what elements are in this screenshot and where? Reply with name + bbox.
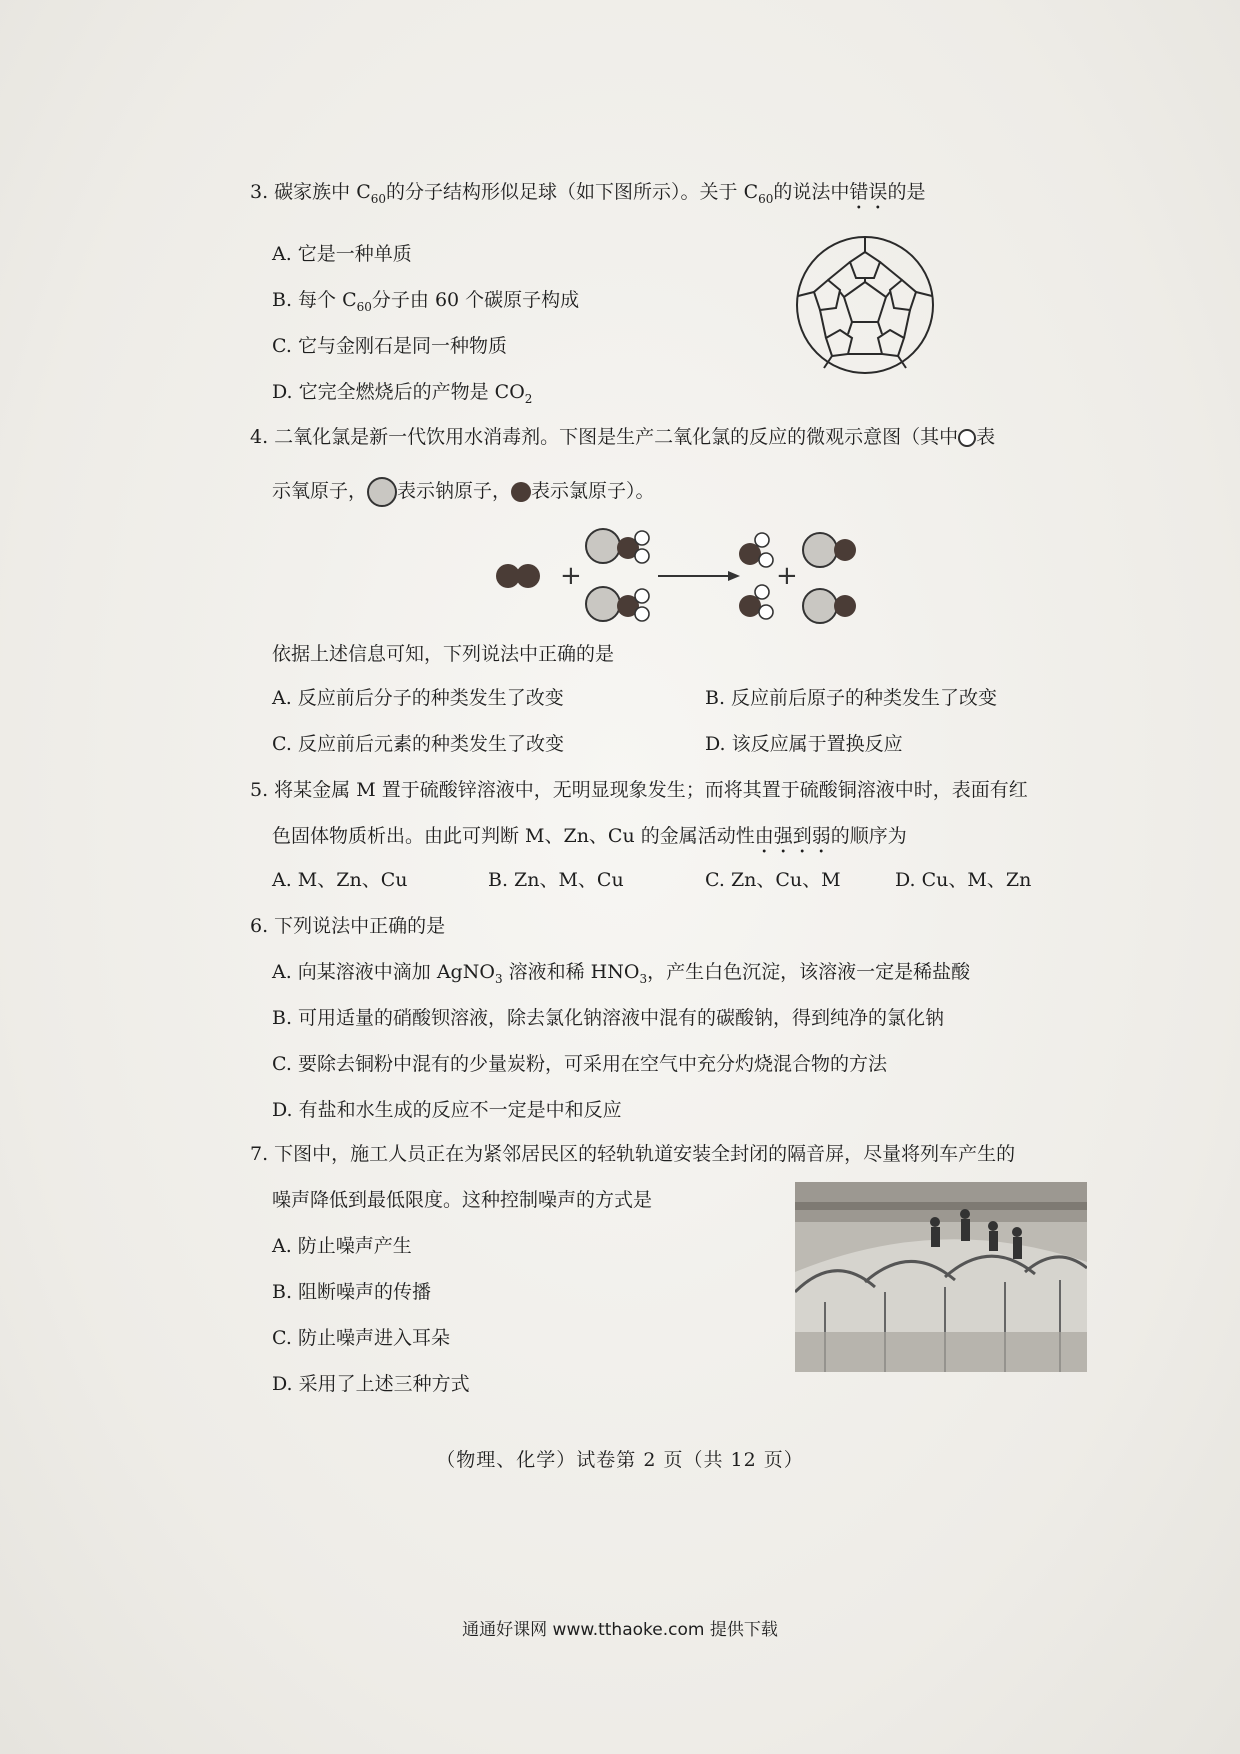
q4-stem-line1: 4. 二氧化氯是新一代饮用水消毒剂。下图是生产二氧化氯的反应的微观示意图（其中 表 — [250, 426, 996, 448]
q5-stem-line1: 5. 将某金属 M 置于硫酸锌溶液中，无明显现象发生；而将其置于硫酸铜溶液中时，表面有红 — [250, 779, 1028, 801]
q6-option-c: C. 要除去铜粉中混有的少量炭粉，可采用在空气中充分灼烧混合物的方法 — [272, 1053, 887, 1075]
q5-option-d: D. Cu、M、Zn — [895, 869, 1032, 891]
q7-option-d: D. 采用了上述三种方式 — [272, 1373, 470, 1395]
noise-barrier-photo — [795, 1182, 1087, 1372]
q3-option-b: B. 每个 $C_{60}$分子由 60 个碳原子构成 — [272, 289, 580, 314]
q4-option-c: C. 反应前后元素的种类发生了改变 — [272, 733, 564, 755]
q6-option-d: D. 有盐和水生成的反应不一定是中和反应 — [272, 1099, 622, 1121]
q4-option-b: B. 反应前后原子的种类发生了改变 — [705, 687, 998, 709]
q5-option-c: C. Zn、Cu、M — [705, 869, 841, 891]
page-footer: （物理、化学）试卷第 2 页（共 12 页） — [436, 1449, 804, 1471]
q3-option-a: A. 它是一种单质 — [272, 243, 412, 265]
q4-question: 依据上述信息可知，下列说法中正确的是 — [272, 643, 615, 665]
q5-stem-line2: 色固体物质析出。由此可判断 M、Zn、Cu 的金属活动性由强到弱的顺序为 — [272, 825, 907, 847]
q7-option-a: A. 防止噪声产生 — [272, 1235, 412, 1257]
q3-stem: 3. 碳家族中 $C_{60}$的分子结构形似足球（如下图所示）。关于 $C_{60}$的说法中错误的是 — [250, 181, 926, 206]
oxygen-atom-icon — [958, 429, 976, 447]
q4-option-a: A. 反应前后分子的种类发生了改变 — [272, 687, 564, 709]
q3-option-c: C. 它与金刚石是同一种物质 — [272, 335, 507, 357]
q5-option-a: A. M、Zn、Cu — [272, 869, 408, 891]
q6-option-a: A. 向某溶液中滴加 AgNO$_3$ 溶液和稀 $HNO_3$，产生白色沉淀，该溶液一定是稀盐酸 — [272, 961, 971, 986]
q4-option-d: D. 该反应属于置换反应 — [705, 733, 903, 755]
svg-text:+: + — [560, 561, 582, 591]
reaction-micro-diagram — [490, 520, 870, 630]
q7-option-c: C. 防止噪声进入耳朵 — [272, 1327, 450, 1349]
svg-text:+: + — [776, 561, 798, 591]
q7-option-b: B. 阻断噪声的传播 — [272, 1281, 432, 1303]
q3-option-d: D. 它完全燃烧后的产物是 $CO_2$ — [272, 381, 533, 406]
q5-option-b: B. Zn、M、Cu — [488, 869, 624, 891]
download-source-note: 通通好课网 www.tthaoke.com 提供下载 — [462, 1620, 778, 1640]
q7-stem-line1: 7. 下图中，施工人员正在为紧邻居民区的轻轨轨道安装全封闭的隔音屏，尽量将列车产生的 — [250, 1143, 1016, 1165]
q4-stem-line2: 示氧原子， 表示钠原子， 表示氯原子）。 — [272, 477, 655, 507]
c60-fullerene-figure — [790, 230, 940, 380]
chlorine-atom-icon — [511, 482, 531, 502]
q6-stem: 6. 下列说法中正确的是 — [250, 915, 446, 937]
q6-option-b: B. 可用适量的硝酸钡溶液，除去氯化钠溶液中混有的碳酸钠，得到纯净的氯化钠 — [272, 1007, 945, 1029]
q7-stem-line2: 噪声降低到最低限度。这种控制噪声的方式是 — [272, 1189, 653, 1211]
sodium-atom-icon — [367, 477, 397, 507]
